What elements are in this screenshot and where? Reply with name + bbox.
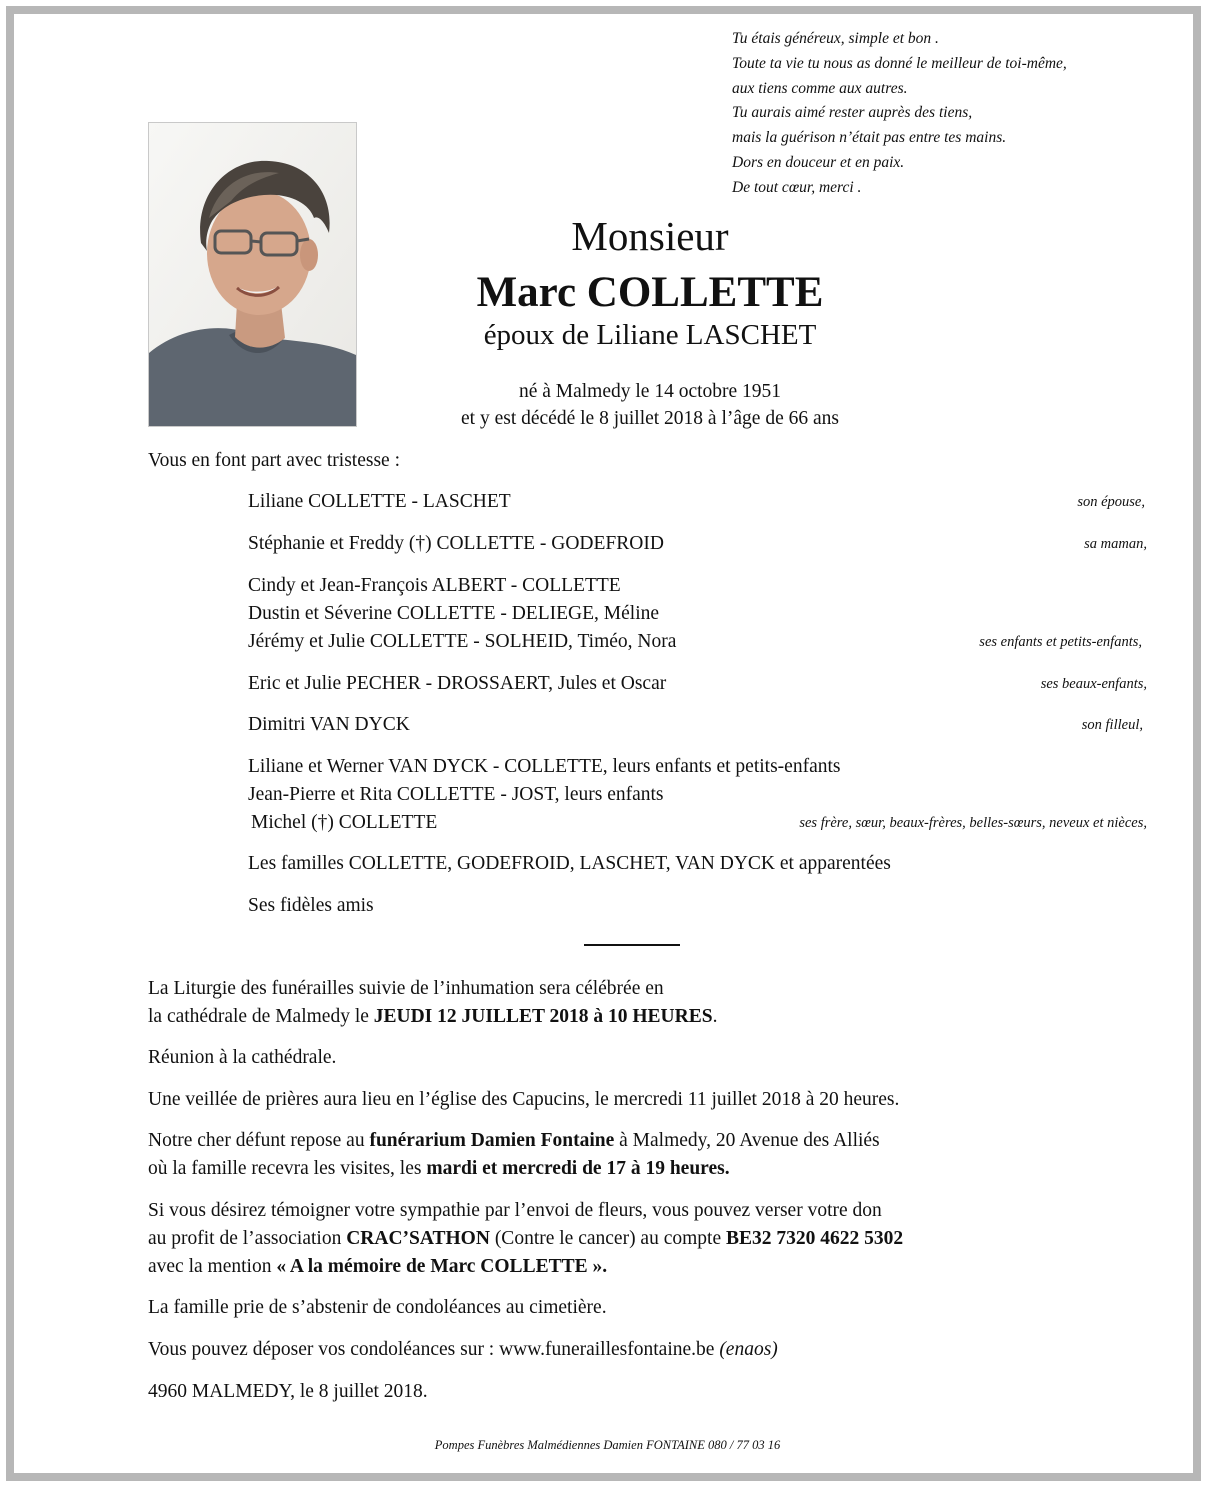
funeral-home: funérarium Damien Fontaine [369,1130,615,1151]
visits-text: où la famille recevra les visites, les [148,1158,427,1179]
family-name-line: Cindy et Jean-François ALBERT - COLLETTE [248,575,621,596]
family-relation: son épouse, [1077,494,1145,510]
death-line: et y est décédé le 8 juillet 2018 à l’âge de 66 ans [461,408,839,429]
family-name-line: Jean-Pierre et Rita COLLETTE - JOST, leurs enfants [248,784,664,805]
family-names: Ses fidèles amis [248,895,374,916]
family-name-line: Dustin et Séverine COLLETTE - DELIEGE, Méline [248,603,660,624]
poem-line: Tu aurais aimé rester auprès des tiens, [732,104,973,122]
online-condolences-line [148,1336,778,1364]
association-name: CRAC’SATHON [346,1228,490,1249]
family-name-line: Jérémy et Julie COLLETTE - SOLHEID, Timéo, Nora [248,631,677,652]
flowers-text: (Contre le cancer) au compte [489,1228,726,1249]
cemetery-line: La famille prie de s’abstenir de condoléances au cimetière. [148,1297,607,1318]
online-note: (enaos) [719,1339,778,1360]
poem-line: De tout cœur, merci . [732,178,862,196]
liturgy-paragraph [148,975,717,1031]
poem-line: mais la guérison n’était pas entre tes mains. [732,129,1007,147]
family-names [248,753,840,837]
family-relation: son filleul, [1081,717,1143,733]
bank-account: BE32 7320 4622 5302 [726,1228,904,1249]
portrait-photo [148,122,357,427]
family-name-line: Liliane et Werner VAN DYCK - COLLETTE, leurs enfants et petits-enfants [248,756,841,777]
intro-line: Vous en font part avec tristesse : [148,450,400,471]
family-names [248,572,676,656]
flowers-line [148,1225,903,1253]
footer-funeral-director: Pompes Funèbres Malmédiennes Damien FONTAINE 080 / 77 03 16 [434,1438,781,1452]
deceased-name: Marc COLLETTE [476,269,824,316]
poem [732,27,1067,201]
flowers-text: au profit de l’association [148,1228,347,1249]
flowers-text: avec la mention [148,1256,277,1277]
donation-mention: « A la mémoire de Marc COLLETTE ». [276,1256,608,1277]
visits-hours: mardi et mercredi de 17 à 19 heures. [426,1158,730,1179]
birth-death-info [360,378,940,432]
family-relation: sa maman, [1084,536,1147,552]
liturgy-line [148,1003,717,1031]
rest-paragraph [148,1127,880,1183]
flowers-line [148,1253,903,1281]
family-relation: ses enfants et petits-enfants, [979,634,1142,650]
family-names: Dimitri VAN DYCK [248,714,410,735]
family-name-line: Michel (†) COLLETTE [251,812,438,833]
rest-text: Notre cher défunt repose au [148,1130,370,1151]
poem-line: Dors en douceur et en paix. [732,153,905,171]
separator-rule [584,944,680,946]
liturgy-datetime: JEUDI 12 JUILLET 2018 à 10 HEURES [373,1006,713,1027]
reunion-line: Réunion à la cathédrale. [148,1047,337,1068]
liturgy-period: . [712,1006,718,1027]
liturgy-line: La Liturgie des funérailles suivie de l’inhumation sera célébrée en [148,978,664,999]
place-date: 4960 MALMEDY, le 8 juillet 2018. [148,1381,428,1402]
spouse-line: époux de Liliane LASCHET [483,319,817,351]
family-names: Liliane COLLETTE - LASCHET [248,491,511,512]
poem-line: Toute ta vie tu nous as donné le meilleur de toi-même, [732,54,1067,72]
rest-address: à Malmedy, 20 Avenue des Alliés [614,1130,880,1151]
rest-line [148,1155,880,1183]
rest-line [148,1127,880,1155]
honorific: Monsieur [571,213,729,259]
family-names: Les familles COLLETTE, GODEFROID, LASCHET, VAN DYCK et apparentées [248,853,891,874]
poem-line: Tu étais généreux, simple et bon . [732,30,939,47]
liturgy-text: la cathédrale de Malmedy le [148,1006,374,1027]
poem-line: aux tiens comme aux autres. [732,79,908,97]
family-names: Eric et Julie PECHER - DROSSAERT, Jules et Oscar [248,673,667,694]
flowers-line: Si vous désirez témoigner votre sympathie par l’envoi de fleurs, vous pouvez verser votre don [148,1200,882,1221]
family-relation: ses beaux-enfants, [1040,676,1147,692]
vigil-line: Une veillée de prières aura lieu en l’église des Capucins, le mercredi 11 juillet 2018 à 20 heures. [148,1089,900,1110]
birth-line: né à Malmedy le 14 octobre 1951 [518,381,782,402]
family-names: Stéphanie et Freddy (†) COLLETTE - GODEFROID [248,533,664,554]
flowers-paragraph [148,1197,903,1281]
online-text: Vous pouvez déposer vos condoléances sur : www.funeraillesfontaine.be [148,1339,720,1360]
portrait-illustration [149,123,356,426]
family-relation: ses frère, sœur, beaux-frères, belles-sœurs, neveux et nièces, [799,815,1147,831]
